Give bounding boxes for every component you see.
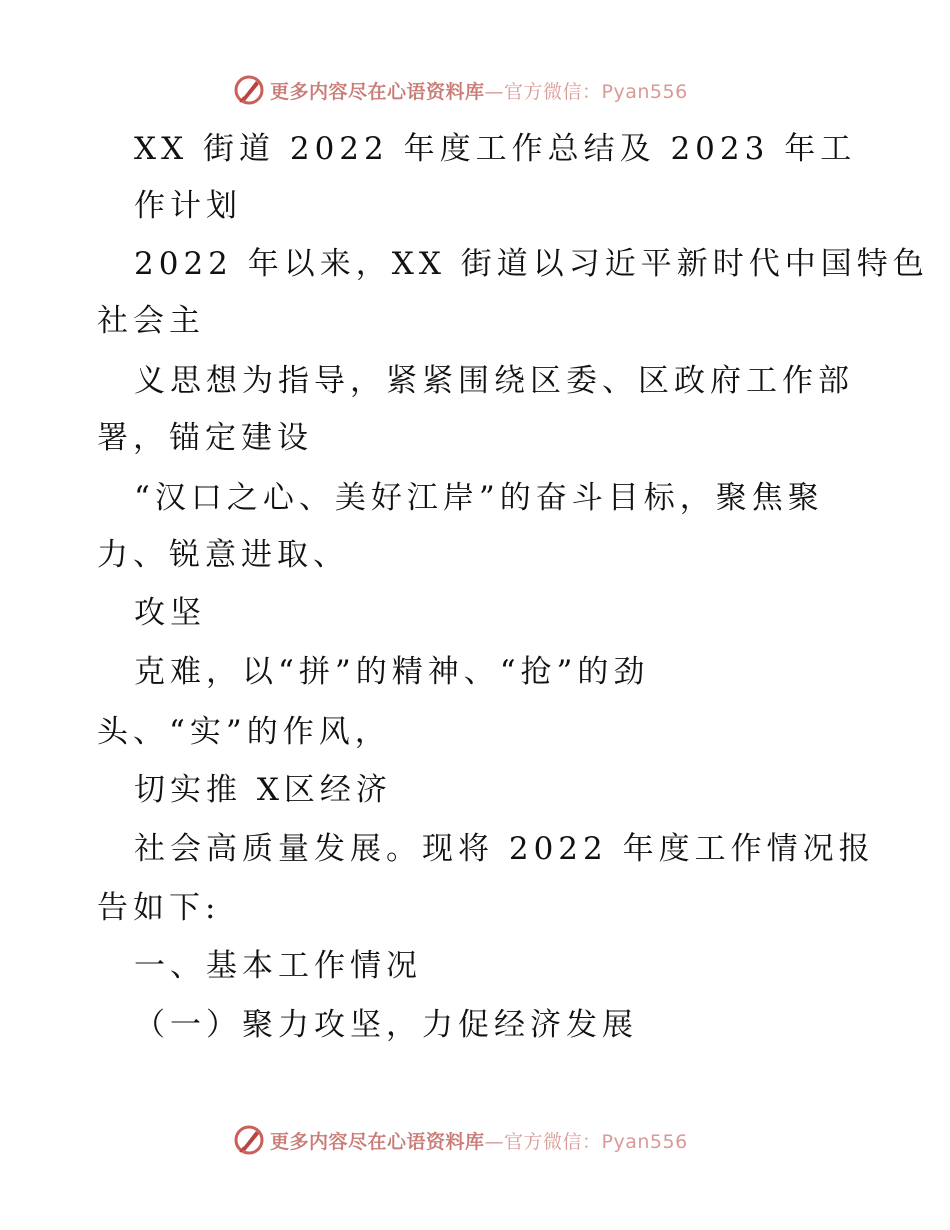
watermark-prefix: 更多内容尽在心语资料库 — [270, 80, 485, 103]
doc-text-line: 力、锐意进取、 — [97, 537, 349, 573]
doc-title-line-2: 作计划 — [134, 188, 242, 224]
watermark-suffix: —官方微信：Pyan556 — [484, 1130, 688, 1153]
doc-text-line: 头、“实”的作风， — [97, 714, 391, 750]
watermark-suffix: —官方微信：Pyan556 — [484, 80, 688, 103]
watermark-text — [270, 77, 688, 104]
doc-text-line: 2022 年以来，XX 街道以习近平新时代中国特色 — [134, 246, 929, 282]
watermark-header — [232, 72, 688, 108]
watermark-footer — [232, 1122, 688, 1158]
doc-text-line: 义思想为指导，紧紧围绕区委、区政府工作部 — [134, 363, 854, 399]
doc-text-line: 署，锚定建设 — [97, 420, 313, 456]
doc-text-line: 攻坚 — [134, 595, 206, 631]
doc-text-line: 克难，以“拼”的精神、“抢”的劲 — [134, 654, 650, 690]
quill-logo-icon — [232, 1123, 266, 1157]
doc-text-line: 社会主 — [97, 303, 205, 339]
watermark-text — [270, 1127, 688, 1154]
section-heading: 一、基本工作情况 — [134, 948, 422, 984]
quill-logo-icon — [232, 73, 266, 107]
doc-text-line: 告如下: — [97, 890, 221, 926]
doc-text-line: “汉口之心、美好江岸”的奋斗目标，聚焦聚 — [134, 480, 824, 516]
doc-text-line: 社会高质量发展。现将 2022 年度工作情况报 — [134, 831, 875, 867]
doc-title-line-1: XX 街道 2022 年度工作总结及 2023 年工 — [134, 131, 857, 167]
watermark-prefix: 更多内容尽在心语资料库 — [270, 1130, 485, 1153]
doc-text-line: 切实推 X区经济 — [134, 772, 392, 808]
subsection-heading: （一）聚力攻坚，力促经济发展 — [134, 1007, 638, 1043]
